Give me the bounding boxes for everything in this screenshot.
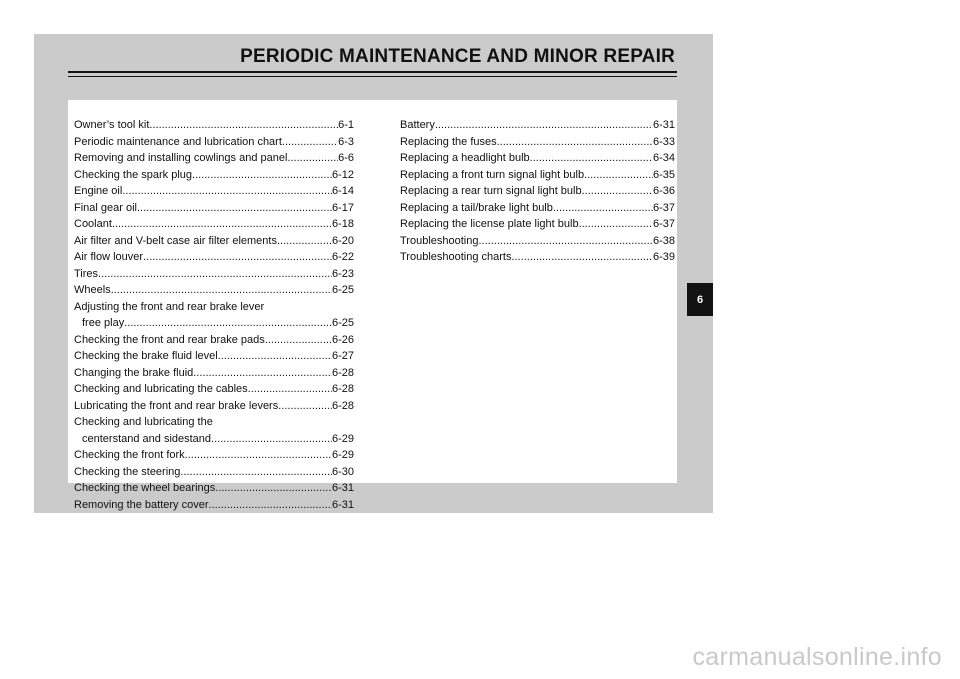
dot-leader (193, 365, 332, 382)
dot-leader (98, 266, 332, 283)
toc-page-number: 6-12 (331, 168, 354, 181)
toc-entry-label: Engine oil (74, 185, 123, 197)
toc-entry[interactable] (74, 464, 354, 481)
toc-page-number: 6-18 (331, 218, 354, 230)
toc-page-number: 6-37 (652, 218, 675, 230)
dot-leader (185, 447, 332, 464)
toc-left-column (74, 117, 354, 513)
dot-leader (248, 381, 332, 398)
toc-entry[interactable] (400, 117, 675, 134)
toc-page-number: 6-29 (331, 432, 354, 445)
dot-leader (579, 216, 653, 233)
toc-entry-label: Removing and installing cowlings and panel (74, 152, 288, 164)
toc-entry[interactable] (400, 233, 675, 250)
toc-entry-label: Adjusting the front and rear brake lever (74, 300, 265, 313)
toc-page-number: 6-26 (331, 333, 354, 346)
toc-page-number: 6-3 (338, 135, 354, 148)
dot-leader (512, 249, 653, 266)
toc-entry-label: Battery (400, 119, 435, 131)
toc-entry[interactable] (74, 150, 354, 167)
toc-entry[interactable] (74, 447, 354, 464)
toc-entry[interactable] (400, 183, 675, 200)
toc-entry-label: Replacing the fuses (400, 135, 497, 148)
dot-leader (149, 117, 338, 134)
dot-leader (211, 431, 332, 448)
toc-entry[interactable] (74, 315, 354, 332)
dot-leader (278, 398, 332, 415)
toc-page-number: 6-22 (331, 251, 354, 263)
page-title: PERIODIC MAINTENANCE AND MINOR REPAIR (240, 46, 675, 67)
toc-entry-label: Periodic maintenance and lubrication chart (74, 135, 282, 148)
toc-entry[interactable] (74, 381, 354, 398)
dot-leader (435, 117, 653, 134)
toc-entry-label: Troubleshooting (400, 234, 479, 247)
toc-entry-label: Checking the front fork (74, 449, 185, 461)
dot-leader (478, 233, 652, 250)
toc-page-number: 6-33 (652, 135, 675, 148)
toc-entry[interactable] (74, 233, 354, 250)
dot-leader (282, 134, 338, 151)
toc-entry[interactable] (400, 134, 675, 151)
toc-entry[interactable] (400, 216, 675, 233)
toc-entry[interactable] (74, 497, 354, 514)
toc-entry-label: Checking and lubricating the (74, 416, 213, 428)
toc-page-number: 6-28 (331, 366, 354, 379)
toc-page-number: 6-17 (331, 201, 354, 214)
title-rule-thin (68, 76, 677, 77)
toc-entry[interactable] (74, 249, 354, 266)
toc-page-number: 6-31 (331, 482, 354, 494)
dot-leader (553, 200, 653, 217)
toc-entry[interactable] (74, 431, 354, 448)
toc-page-number: 6-23 (331, 267, 354, 280)
dot-leader (265, 332, 332, 349)
toc-entry-label: Replacing a rear turn signal light bulb (400, 185, 582, 197)
toc-entry-label: Changing the brake fluid (74, 366, 194, 379)
toc-entry[interactable] (74, 398, 354, 415)
dot-leader (582, 183, 653, 200)
title-rule-thick (68, 71, 677, 73)
toc-page-number: 6-20 (331, 234, 354, 247)
toc-entry[interactable] (74, 282, 354, 299)
toc-entry-label: Checking the front and rear brake pads (74, 333, 265, 346)
toc-entry-label: Lubricating the front and rear brake levers (74, 399, 279, 412)
toc-page-number: 6-14 (331, 185, 354, 197)
toc-entry[interactable] (74, 266, 354, 283)
toc-entry-label: Final gear oil (74, 201, 137, 214)
toc-page-number: 6-27 (331, 350, 354, 362)
toc-page-number: 6-28 (331, 383, 354, 395)
dot-leader (530, 150, 653, 167)
toc-entry-label: free play (82, 317, 125, 329)
toc-page-number: 6-35 (652, 168, 675, 181)
toc-entry-label: Tires (74, 267, 99, 280)
toc-entry[interactable] (74, 348, 354, 365)
toc-right-column (400, 117, 675, 266)
toc-entry[interactable] (74, 332, 354, 349)
toc-page-number: 6-6 (338, 152, 354, 164)
dot-leader (287, 150, 338, 167)
dot-leader (124, 315, 332, 332)
toc-entry-label: Air flow louver (74, 251, 144, 263)
toc-entry-label: Troubleshooting charts (400, 251, 512, 263)
toc-entry-label: Replacing a front turn signal light bulb (400, 168, 585, 181)
toc-entry-label: Removing the battery cover (74, 498, 209, 511)
toc-entry-label: Wheels (74, 284, 111, 296)
toc-page-number: 6-30 (331, 465, 354, 478)
toc-entry[interactable] (400, 249, 675, 266)
toc-entry[interactable] (74, 200, 354, 217)
toc-page-number: 6-25 (331, 317, 354, 329)
dot-leader (192, 167, 332, 184)
toc-entry[interactable] (74, 480, 354, 497)
toc-entry[interactable] (74, 216, 354, 233)
dot-leader (215, 480, 332, 497)
toc-entry-label: Owner’s tool kit (74, 119, 150, 131)
toc-entry-label: Coolant (74, 218, 112, 230)
toc-entry-label: Checking the spark plug (74, 168, 193, 181)
toc-entry-label: Replacing the license plate light bulb (400, 218, 579, 230)
toc-page-number: 6-34 (652, 152, 675, 164)
dot-leader (497, 134, 653, 151)
dot-leader (122, 183, 332, 200)
toc-page-number: 6-39 (652, 251, 675, 263)
dot-leader (277, 233, 332, 250)
chapter-tab[interactable]: 6 (687, 283, 713, 316)
toc-entry[interactable] (400, 150, 675, 167)
toc-page-number: 6-36 (652, 185, 675, 197)
toc-page-number: 6-31 (652, 119, 675, 131)
dot-leader (137, 200, 332, 217)
dot-leader (209, 497, 332, 514)
watermark: carmanualsonline.info (692, 643, 942, 671)
dot-leader (143, 249, 332, 266)
toc-page-number: 6-37 (652, 201, 675, 214)
toc-entry-label: Checking the wheel bearings (74, 482, 216, 494)
dot-leader (180, 464, 332, 481)
toc-entry-label: Air filter and V-belt case air filter elements (74, 234, 277, 247)
dot-leader (584, 167, 653, 184)
dot-leader (218, 348, 332, 365)
toc-page-number: 6-28 (331, 399, 354, 412)
toc-panel (68, 100, 677, 511)
toc-entry-label: Checking the brake fluid level (74, 350, 218, 362)
toc-page-number: 6-29 (331, 449, 354, 461)
toc-entry[interactable] (74, 167, 354, 184)
toc-entry[interactable] (400, 200, 675, 217)
toc-entry[interactable] (74, 365, 354, 382)
toc-entry-label: Replacing a headlight bulb (400, 152, 530, 164)
toc-entry-label: centerstand and sidestand (82, 432, 212, 445)
toc-entry-label: Checking and lubricating the cables (74, 383, 248, 395)
dot-leader (112, 216, 332, 233)
toc-entry-label: Replacing a tail/brake light bulb (400, 201, 553, 214)
toc-entry[interactable] (74, 183, 354, 200)
toc-entry[interactable] (74, 134, 354, 151)
toc-page-number: 6-38 (652, 234, 675, 247)
toc-entry[interactable] (74, 117, 354, 134)
dot-leader (111, 282, 332, 299)
toc-entry[interactable] (400, 167, 675, 184)
toc-page-number: 6-31 (331, 498, 354, 511)
toc-page-number: 6-1 (338, 119, 354, 131)
toc-page-number: 6-25 (331, 284, 354, 296)
toc-entry-label: Checking the steering (74, 465, 181, 478)
